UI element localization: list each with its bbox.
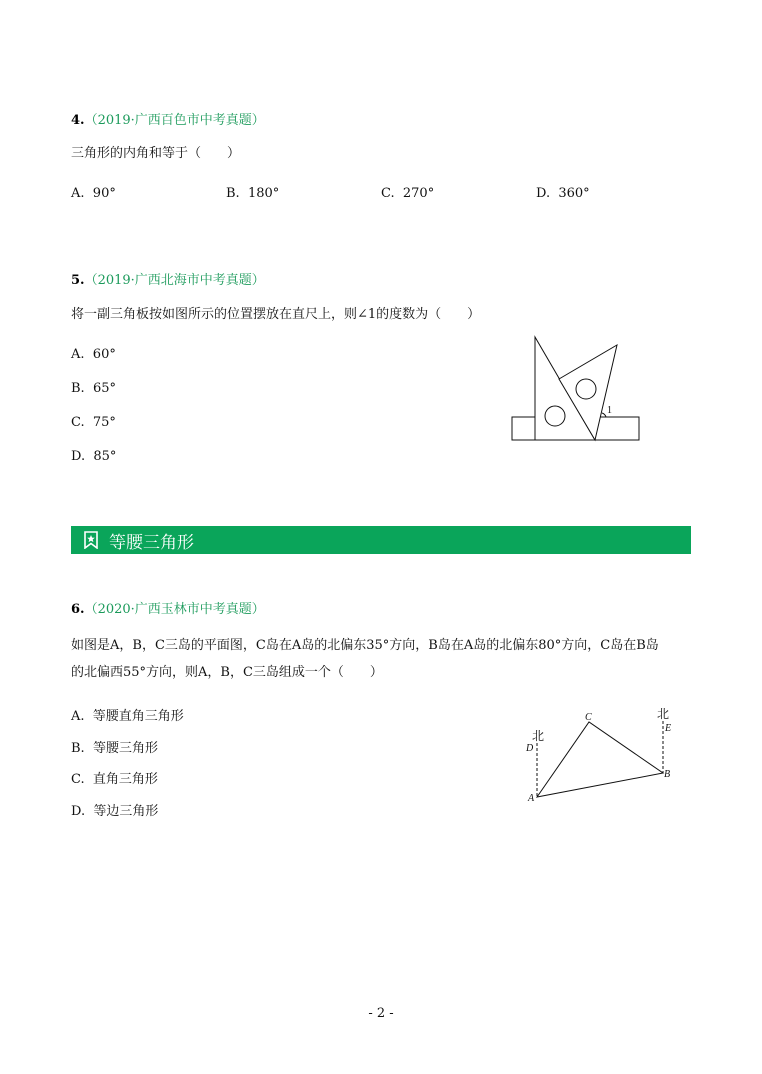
question-5-stem: 将一副三角板按如图所示的位置摆放在直尺上，则∠1的度数为（ ） <box>71 307 481 322</box>
question-4-option-b[interactable]: B. 180° <box>226 186 280 201</box>
question-4-option-d[interactable]: D. 360° <box>536 186 590 201</box>
question-6-header <box>71 598 265 617</box>
question-4-option-a[interactable]: A. 90° <box>71 186 116 201</box>
question-5-option-d[interactable]: D. 85° <box>71 449 117 464</box>
question-5-option-b[interactable]: B. 65° <box>71 381 116 396</box>
question-4-option-c[interactable]: C. 270° <box>381 186 435 201</box>
question-number: 5. <box>71 273 85 288</box>
point-d-label: D <box>526 743 534 754</box>
point-e-label: E <box>665 723 672 734</box>
question-5-header <box>71 269 265 288</box>
question-5-option-a[interactable]: A. 60° <box>71 347 116 362</box>
angle-1-label: 1 <box>607 405 612 416</box>
question-4-stem: 三角形的内角和等于（ ） <box>71 146 241 161</box>
question-number: 6. <box>71 602 85 617</box>
question-6-option-b[interactable]: B. 等腰三角形 <box>71 741 158 756</box>
question-6-stem-line-1: 如图是A，B，C三岛的平面图，C岛在A岛的北偏东35°方向，B岛在A岛的北偏东80°方向，C岛在B岛 <box>71 638 659 653</box>
question-6-option-d[interactable]: D. 等边三角形 <box>71 804 159 819</box>
question-source: （2019·广西百色市中考真题） <box>84 113 265 128</box>
bookmark-star-icon <box>83 531 99 549</box>
page-number: - 2 - <box>368 1006 394 1021</box>
triangle-abc <box>537 722 663 797</box>
north-label: 北 <box>657 707 670 721</box>
question-6-option-a[interactable]: A. 等腰直角三角形 <box>71 709 184 724</box>
question-source: （2019·广西北海市中考真题） <box>84 273 265 288</box>
question-source: （2020·广西玉林市中考真题） <box>84 602 265 617</box>
point-c-label: C <box>585 712 592 723</box>
question-6-stem-line-2: 的北偏西55°方向，则A，B，C三岛组成一个（ ） <box>71 665 383 680</box>
point-a-label: A <box>528 793 535 804</box>
point-b-label: B <box>664 769 671 780</box>
islands-map-figure <box>520 700 680 805</box>
question-number: 4. <box>71 113 85 128</box>
angle-1-arc <box>602 413 606 417</box>
north-label: 北 <box>532 729 545 743</box>
question-6-option-c[interactable]: C. 直角三角形 <box>71 772 158 787</box>
question-4-header <box>71 109 265 128</box>
section-title: 等腰三角形 <box>109 532 194 553</box>
section-banner <box>71 526 691 554</box>
set-square-ruler-figure <box>505 330 650 450</box>
question-5-option-c[interactable]: C. 75° <box>71 415 116 430</box>
